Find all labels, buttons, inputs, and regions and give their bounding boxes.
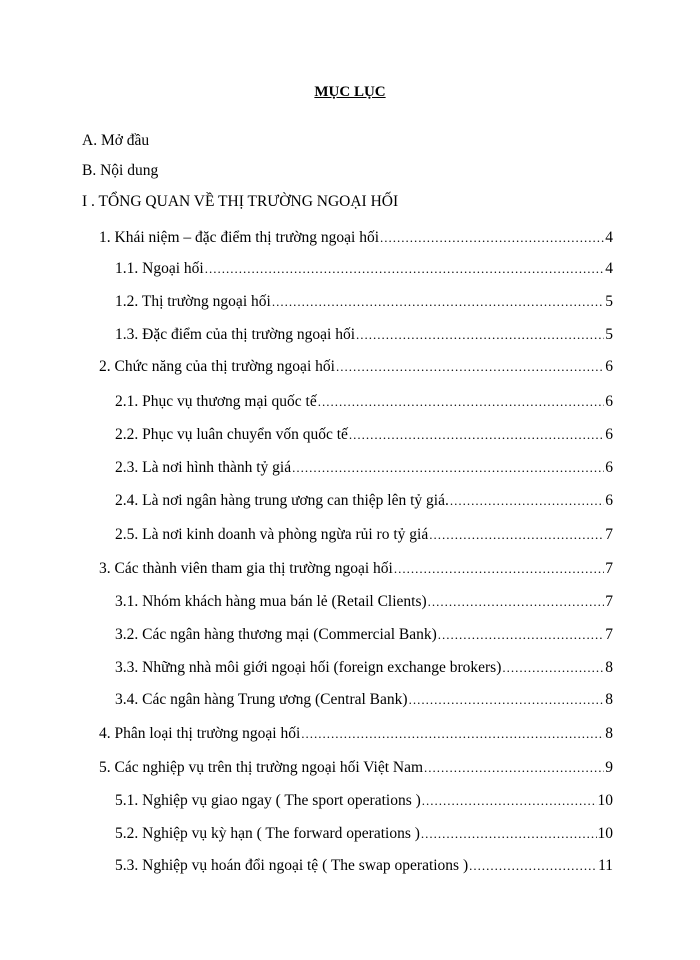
- toc-entry: [115, 856, 613, 876]
- toc-entry-page: 8: [605, 691, 613, 708]
- toc-entry-leader: [356, 325, 604, 345]
- toc-entry-leader: [301, 724, 604, 744]
- toc-entry-leader: [349, 425, 604, 445]
- toc-entry-page: 6: [605, 492, 613, 509]
- toc-entry-leader: [205, 259, 605, 279]
- toc-entry-label: 1.2. Thị trường ngoại hối: [115, 293, 271, 310]
- toc-entry-leader: [450, 491, 604, 511]
- toc-entry: [115, 658, 613, 678]
- toc-entry-label: 2.5. Là nơi kinh doanh và phòng ngừa rủi ro tỷ giá: [115, 526, 429, 543]
- toc-entry-leader: [424, 758, 604, 778]
- toc-entry-leader: [469, 856, 597, 876]
- toc-entry: [99, 357, 613, 377]
- toc-entry-label: 3.1. Nhóm khách hàng mua bán lẻ (Retail Clients): [115, 593, 427, 610]
- toc-entry-leader: [318, 392, 605, 412]
- toc-entry-page: 6: [605, 426, 613, 443]
- toc-entry-page: 7: [605, 526, 613, 543]
- toc-entry-label: 1. Khái niệm – đặc điểm thị trường ngoại hối: [99, 229, 380, 246]
- toc-entry-leader: [422, 791, 597, 811]
- toc-entry-page: 4: [605, 229, 613, 246]
- toc-entry-page: 8: [605, 659, 613, 676]
- toc-entry: [115, 491, 613, 511]
- toc-entry-label: 5.2. Nghiệp vụ kỳ hạn ( The forward operations ): [115, 825, 420, 842]
- toc-entry-page: 11: [598, 857, 613, 874]
- toc-entry: [115, 525, 613, 545]
- toc-entry-page: 9: [605, 759, 613, 776]
- toc-entry: [99, 559, 613, 579]
- toc-entry: [115, 458, 613, 478]
- toc-entry-label: 5. Các nghiệp vụ trên thị trường ngoại hối Việt Nam: [99, 759, 424, 776]
- toc-entry: [115, 259, 613, 279]
- toc-entry-page: 6: [605, 358, 613, 375]
- toc-entry-leader: [380, 228, 604, 248]
- toc-entry-label: 3.2. Các ngân hàng thương mại (Commercial Bank): [115, 626, 437, 643]
- toc-entry-leader: [429, 525, 604, 545]
- toc-entry-leader: [336, 357, 604, 377]
- toc-entry: [115, 592, 613, 612]
- toc-entry-page: 8: [605, 725, 613, 742]
- toc-entry-label: 2.3. Là nơi hình thành tỷ giá: [115, 459, 292, 476]
- toc-line-section-i: I . TỔNG QUAN VỀ THỊ TRƯỜNG NGOẠI HỐI: [82, 193, 399, 210]
- toc-entry-leader: [502, 658, 604, 678]
- toc-entry-page: 6: [605, 459, 613, 476]
- toc-entry-page: 10: [597, 825, 613, 842]
- toc-entry-page: 6: [605, 393, 613, 410]
- toc-entry: [115, 690, 613, 710]
- toc-entry-leader: [438, 625, 604, 645]
- toc-entry-label: 3.4. Các ngân hàng Trung ương (Central Bank): [115, 691, 408, 708]
- toc-entry: [115, 425, 613, 445]
- toc-entry-label: 2.1. Phục vụ thương mại quốc tế: [115, 393, 317, 410]
- toc-entry-label: 3. Các thành viên tham gia thị trường ngoại hối: [99, 560, 393, 577]
- toc-title: MỤC LỤC: [314, 84, 386, 100]
- toc-entry-label: 2.2. Phục vụ luân chuyển vốn quốc tế: [115, 426, 348, 443]
- toc-entry-leader: [428, 592, 605, 612]
- toc-line-content: B. Nội dung: [82, 162, 159, 179]
- toc-entry-label: 5.1. Nghiệp vụ giao ngay ( The sport operations ): [115, 792, 421, 809]
- toc-entry-page: 7: [605, 593, 613, 610]
- toc-entry: [99, 228, 613, 248]
- toc-entry-page: 10: [597, 792, 613, 809]
- toc-entry: [99, 724, 613, 744]
- toc-entry: [99, 758, 613, 778]
- toc-entry-page: 5: [605, 326, 613, 343]
- toc-entry-page: 7: [605, 560, 613, 577]
- toc-entry: [115, 625, 613, 645]
- toc-entry-page: 5: [605, 293, 613, 310]
- toc-entry-label: 3.3. Những nhà môi giới ngoại hối (foreign exchange brokers): [115, 659, 502, 676]
- toc-entry-label: 2. Chức năng của thị trường ngoại hối: [99, 358, 335, 375]
- toc-entry: [115, 325, 613, 345]
- toc-entry: [115, 292, 613, 312]
- toc-entry-page: 4: [605, 260, 613, 277]
- toc-entry-label: 5.3. Nghiệp vụ hoán đổi ngoại tệ ( The swap operations ): [115, 857, 469, 874]
- toc-entry-leader: [272, 292, 604, 312]
- toc-entry-leader: [292, 458, 604, 478]
- toc-entry: [115, 791, 613, 811]
- toc-entry: [115, 824, 613, 844]
- toc-entry-label: 4. Phân loại thị trường ngoại hối: [99, 725, 301, 742]
- toc-entry-label: 1.3. Đặc điểm của thị trường ngoại hối: [115, 326, 356, 343]
- toc-entry-leader: [421, 824, 597, 844]
- toc-entry-page: 7: [605, 626, 613, 643]
- toc-entry-leader: [394, 559, 604, 579]
- toc-entry-leader: [409, 690, 605, 710]
- toc-entry-label: 1.1. Ngoại hối: [115, 260, 204, 277]
- toc-entry-label: 2.4. Là nơi ngân hàng trung ương can thiệp lên tỷ giá.: [115, 492, 449, 509]
- toc-line-intro: A. Mở đầu: [82, 132, 150, 149]
- toc-entry: [115, 392, 613, 412]
